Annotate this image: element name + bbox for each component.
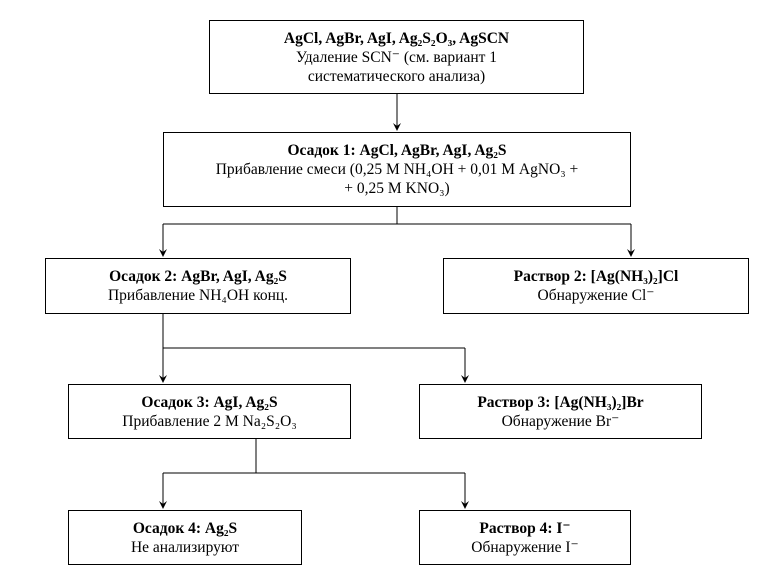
node-start-line-1: Удаление SCN⁻ (см. вариант 1 (295, 48, 498, 66)
node-osadok4-line-1: Не анализируют (130, 538, 240, 556)
node-osadok2-title: Осадок 2: AgBr, AgI, Ag₂S (109, 268, 287, 285)
node-start-title: AgCl, AgBr, AgI, Ag₂S₂O₃, AgSCN (283, 29, 510, 47)
node-osadok3-title: Осадок 3: AgI, Ag₂S (141, 393, 278, 411)
node-rastvor4-line-1: Обнаружение I⁻ (471, 538, 579, 556)
node-rastvor3-line-1: Обнаружение Br⁻ (501, 412, 620, 430)
node-rastvor2 (443, 258, 749, 314)
node-osadok4-title: Осадок 4: Ag₂S (132, 519, 238, 537)
node-start (209, 20, 584, 94)
node-rastvor2-title: Раствор 2: [Ag(NH₃)₂]Cl (513, 268, 679, 285)
node-osadok2 (45, 258, 351, 314)
node-rastvor3 (419, 384, 702, 439)
node-osadok3 (68, 384, 351, 439)
node-rastvor3-title: Раствор 3: [Ag(NH₃)₂]Br (477, 393, 644, 411)
node-rastvor2-line-1: Обнаружение Cl⁻ (537, 287, 655, 304)
node-osadok1-line-1: Прибавление смеси (0,25 М NH₄OH + 0,01 М AgNO₃ + (215, 161, 579, 178)
node-osadok3-line-1: Прибавление 2 М Na₂S₂O₃ (122, 412, 297, 430)
node-osadok1-title: Осадок 1: AgCl, AgBr, AgI, Ag₂S (287, 142, 507, 159)
node-start-line-2: систематического анализа) (307, 67, 486, 85)
node-osadok2-line-1: Прибавление NH₄OH конц. (107, 287, 289, 304)
node-osadok4 (68, 510, 302, 565)
node-osadok1-line-2: + 0,25 М KNO₃) (344, 180, 450, 197)
node-rastvor4 (419, 510, 631, 565)
node-rastvor4-title: Раствор 4: I⁻ (479, 519, 571, 537)
node-osadok1 (163, 132, 631, 207)
